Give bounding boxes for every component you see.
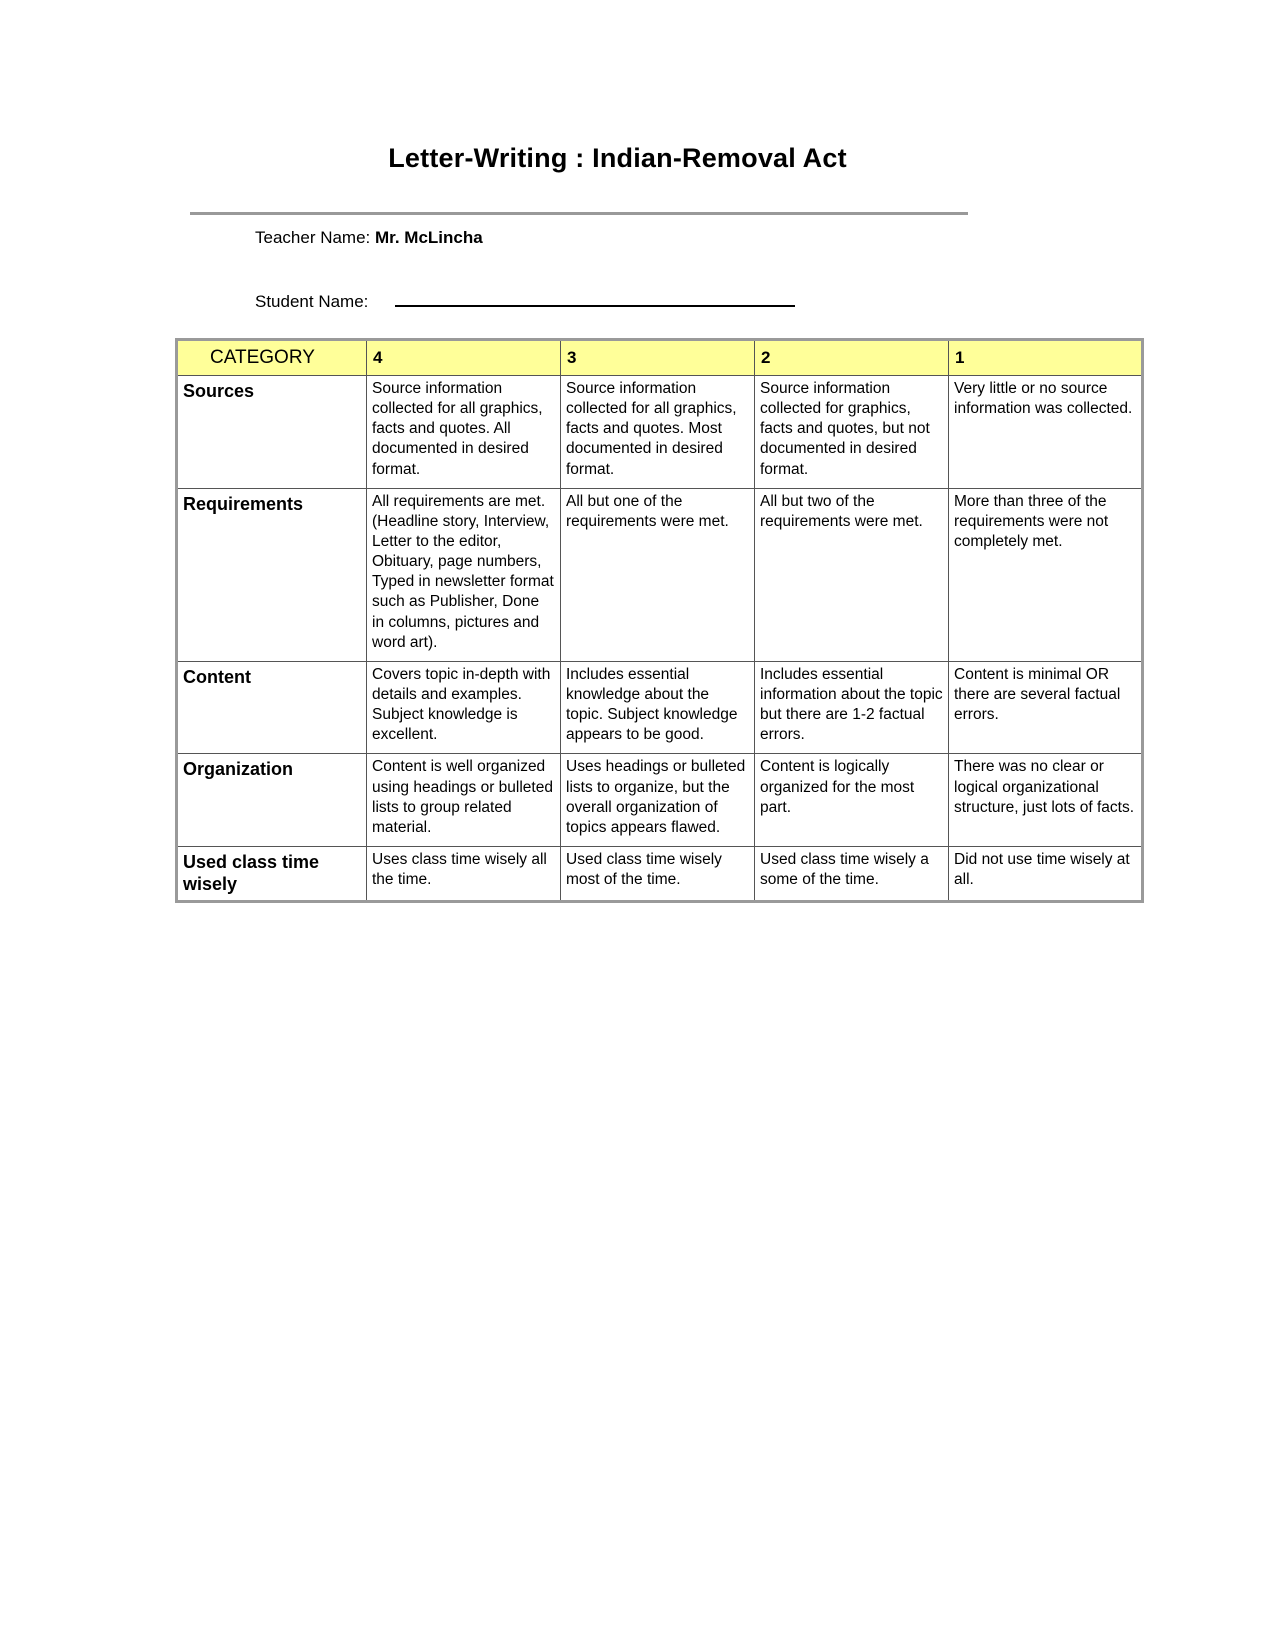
rubric-cell: All but one of the requirements were met. — [561, 488, 755, 661]
category-cell: Used class time wisely — [177, 846, 367, 901]
table-row-sources — [177, 376, 1143, 489]
rubric-cell: Source information collected for graphics, facts and quotes, but not documented in desired format. — [755, 376, 949, 489]
score-header-2: 2 — [755, 340, 949, 376]
rubric-cell: Did not use time wisely at all. — [949, 846, 1143, 901]
rubric-cell: Includes essential knowledge about the topic. Subject knowledge appears to be good. — [561, 661, 755, 754]
table-row-requirements — [177, 488, 1143, 661]
student-name-line — [395, 289, 795, 307]
rubric-cell: Source information collected for all graphics, facts and quotes. All documented in desired format. — [367, 376, 561, 489]
rubric-cell: Uses class time wisely all the time. — [367, 846, 561, 901]
category-cell: Content — [177, 661, 367, 754]
rubric-cell: Used class time wisely a some of the time. — [755, 846, 949, 901]
rubric-cell: Source information collected for all graphics, facts and quotes. Most documented in desired format. — [561, 376, 755, 489]
category-header-cell: CATEGORY — [177, 340, 367, 376]
table-row-organization — [177, 754, 1143, 847]
title-divider — [190, 212, 968, 215]
rubric-cell: More than three of the requirements were not completely met. — [949, 488, 1143, 661]
category-cell: Sources — [177, 376, 367, 489]
rubric-cell: Very little or no source information was collected. — [949, 376, 1143, 489]
student-name-row — [255, 289, 795, 312]
rubric-cell: Content is logically organized for the most part. — [755, 754, 949, 847]
rubric-cell: Includes essential information about the topic but there are 1-2 factual errors. — [755, 661, 949, 754]
category-cell: Organization — [177, 754, 367, 847]
rubric-cell: Content is minimal OR there are several factual errors. — [949, 661, 1143, 754]
score-header-3: 3 — [561, 340, 755, 376]
score-header-1: 1 — [949, 340, 1143, 376]
rubric-header-row — [177, 340, 1143, 376]
rubric-cell: All requirements are met. (Headline story, Interview, Letter to the editor, Obituary, page numbers, Typed in newsletter format such as Publisher, Done in columns, pictures and word art). — [367, 488, 561, 661]
rubric-cell: Used class time wisely most of the time. — [561, 846, 755, 901]
page-title: Letter-Writing : Indian-Removal Act — [388, 143, 847, 173]
score-header-4: 4 — [367, 340, 561, 376]
table-row-used-class-time — [177, 846, 1143, 901]
rubric-table — [175, 338, 1144, 903]
teacher-name-label: Teacher Name: — [255, 228, 371, 247]
rubric-cell: Content is well organized using headings or bulleted lists to group related material. — [367, 754, 561, 847]
rubric-cell: There was no clear or logical organizational structure, just lots of facts. — [949, 754, 1143, 847]
rubric-cell: Uses headings or bulleted lists to organize, but the overall organization of topics appears flawed. — [561, 754, 755, 847]
rubric-cell: All but two of the requirements were met. — [755, 488, 949, 661]
student-name-label: Student Name: — [255, 292, 369, 311]
teacher-name-value: Mr. McLincha — [375, 228, 483, 247]
table-row-content — [177, 661, 1143, 754]
teacher-name-row — [255, 228, 483, 248]
category-cell: Requirements — [177, 488, 367, 661]
rubric-cell: Covers topic in-depth with details and examples. Subject knowledge is excellent. — [367, 661, 561, 754]
